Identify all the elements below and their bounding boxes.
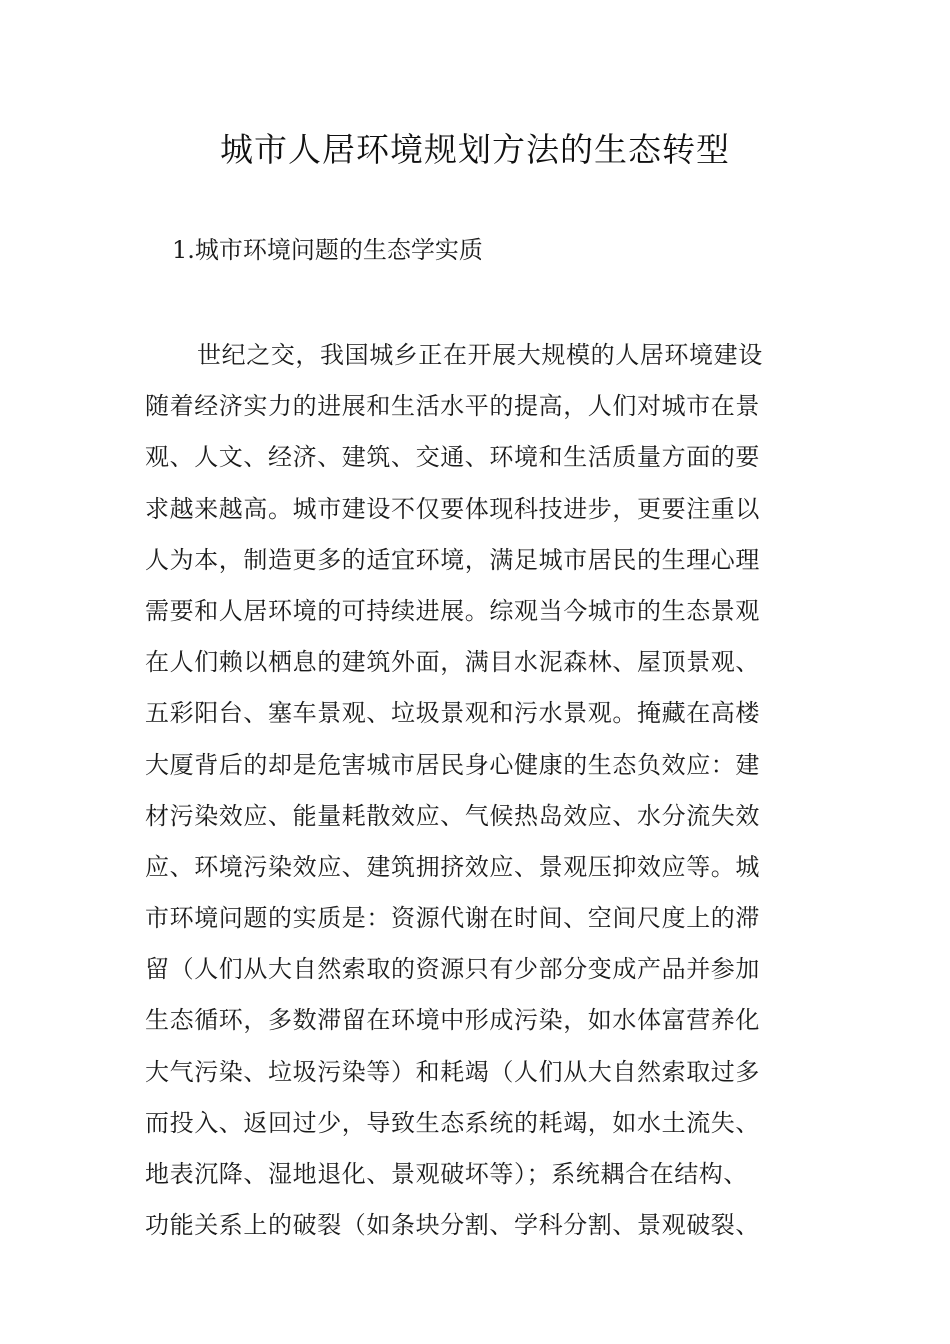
paragraph-line: 观、人文、经济、建筑、交通、环境和生活质量方面的要 — [145, 443, 760, 472]
paragraph-line: 随着经济实力的进展和生活水平的提高，人们对城市在景 — [145, 392, 760, 421]
document-title: 城市人居环境规划方法的生态转型 — [220, 130, 730, 169]
paragraph-line: 需要和人居环境的可持续进展。综观当今城市的生态景观 — [145, 596, 760, 625]
paragraph-line: 求越来越高。城市建设不仅要体现科技进步，更要注重以 — [145, 494, 760, 523]
paragraph-line: 大厦背后的却是危害城市居民身心健康的生态负效应：建 — [145, 750, 760, 779]
paragraph-line: 五彩阳台、塞车景观、垃圾景观和污水景观。掩藏在高楼 — [145, 699, 760, 728]
paragraph-line: 世纪之交，我国城乡正在开展大规模的人居环境建设 — [197, 341, 763, 369]
paragraph-line: 而投入、返回过少，导致生态系统的耗竭，如水土流失、 — [145, 1108, 760, 1137]
paragraph-line: 材污染效应、能量耗散效应、气候热岛效应、水分流失效 — [145, 801, 760, 830]
body-paragraph — [145, 330, 810, 1251]
paragraph-line: 生态循环，多数滞留在环境中形成污染，如水体富营养化 — [145, 1006, 760, 1035]
paragraph-line: 在人们赖以栖息的建筑外面，满目水泥森林、屋顶景观、 — [145, 648, 760, 677]
paragraph-line: 市环境问题的实质是：资源代谢在时间、空间尺度上的滞 — [145, 904, 760, 933]
paragraph-line: 人为本，制造更多的适宜环境，满足城市居民的生理心理 — [145, 545, 760, 574]
paragraph-line: 留（人们从大自然索取的资源只有少部分变成产品并参加 — [145, 955, 760, 984]
paragraph-line: 功能关系上的破裂（如条块分割、学科分割、景观破裂、 — [145, 1211, 760, 1240]
paragraph-line: 地表沉降、湿地退化、景观破坏等）；系统耦合在结构、 — [145, 1160, 748, 1188]
section-heading: 1.城市环境问题的生态学实质 — [172, 236, 483, 264]
paragraph-line: 应、环境污染效应、建筑拥挤效应、景观压抑效应等。城 — [145, 852, 760, 881]
paragraph-line: 大气污染、垃圾污染等）和耗竭（人们从大自然索取过多 — [145, 1057, 760, 1086]
